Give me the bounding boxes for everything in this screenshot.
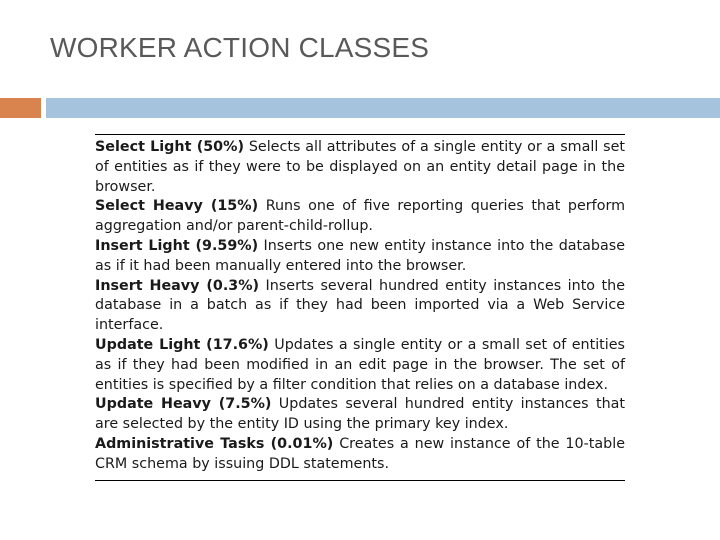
entry-select-heavy: [95, 197, 625, 237]
accent-bar-blue: [46, 98, 720, 118]
entry-description: Selects all attributes of a single entity or a small set of entities as if they were to be displayed on an entity detail page in the browser.: [95, 139, 625, 195]
entry-insert-heavy: [95, 277, 625, 336]
entry-title: Select Heavy (15%): [95, 198, 259, 215]
entry-title: Select Light (50%): [95, 139, 244, 155]
entry-title: Update Heavy (7.5%): [95, 396, 272, 413]
entry-description: Updates a single entity or a small set of entities as if they had been modified in an edit page in the browser. The set of entities is specified by a filter condition that relies on a database index.: [95, 336, 625, 393]
entry-insert-light: [95, 237, 625, 277]
entry-update-heavy: [95, 395, 625, 435]
slide-title: WORKER ACTION CLASSES: [50, 32, 430, 63]
entry-description: Updates several hundred entity instances that are selected by the entity ID using the primary key index.: [95, 396, 625, 433]
entry-select-light: [95, 138, 625, 197]
worker-action-classes-list: [95, 134, 625, 481]
entry-description: Creates a new instance of the 10-table CRM schema by issuing DDL statements.: [95, 435, 625, 472]
entry-update-light: [95, 336, 625, 395]
entry-description: Runs one of five reporting queries that perform aggregation and/or parent-child-rollup.: [95, 198, 626, 235]
entry-title: Update Light (17.6%): [95, 336, 269, 353]
entry-description: Inserts one new entity instance into the database as if it had been manually entered into the browser.: [95, 237, 626, 274]
accent-bar-orange: [0, 98, 41, 118]
entry-description: Inserts several hundred entity instances into the database in a batch as if they had been imported via a Web Service interface.: [95, 277, 625, 334]
entry-administrative-tasks: [95, 435, 625, 475]
entry-title: Insert Heavy (0.3%): [95, 277, 260, 294]
entry-title: Administrative Tasks (0.01%): [95, 435, 334, 452]
entry-title: Insert Light (9.59%): [95, 237, 259, 254]
